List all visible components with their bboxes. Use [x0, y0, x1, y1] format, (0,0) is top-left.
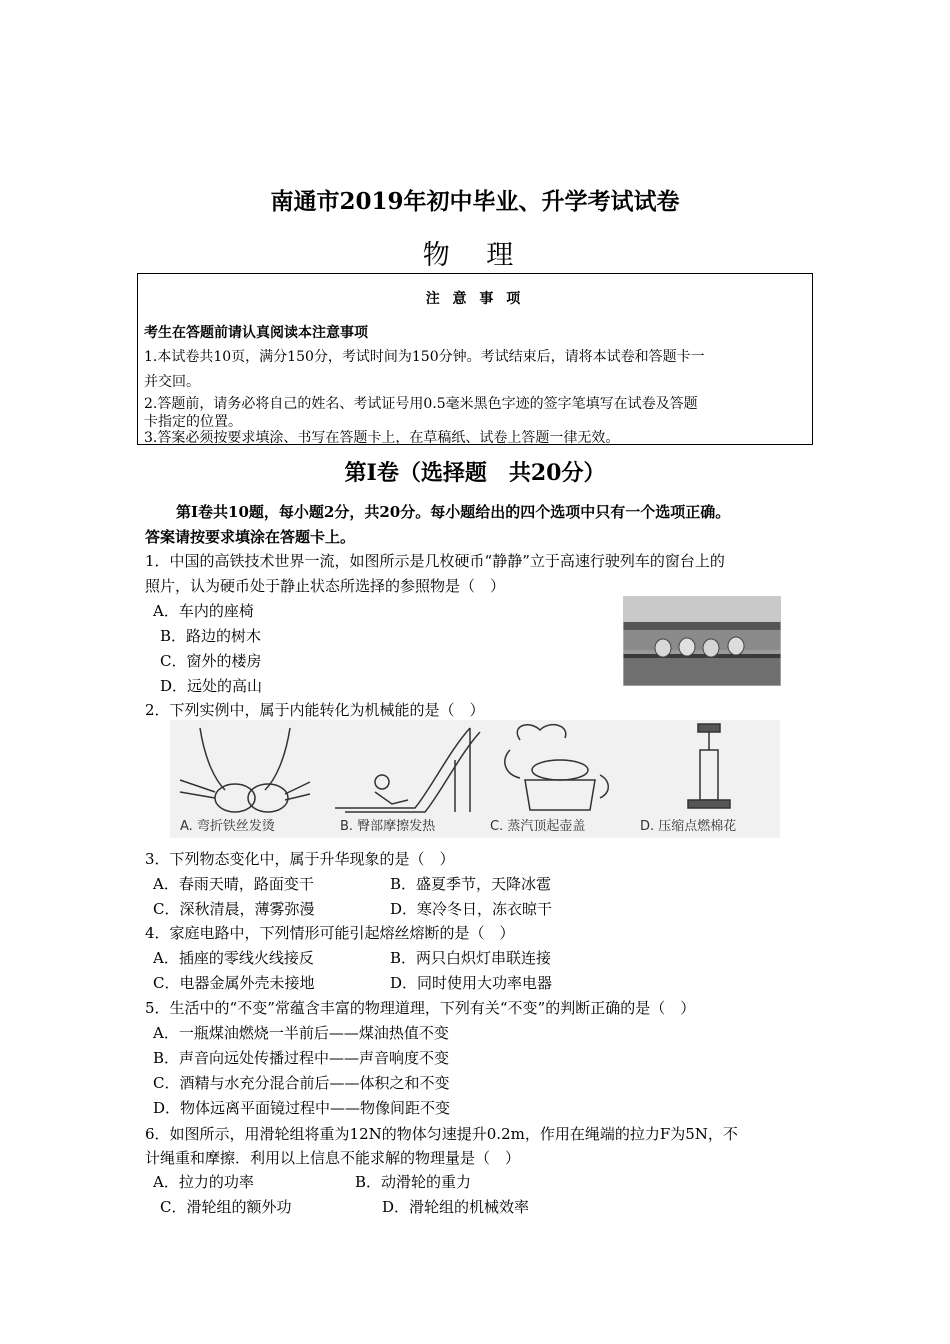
- q1-option-b: B．路边的树木: [160, 627, 262, 645]
- notice-intro: 考生在答题前请认真阅读本注意事项: [144, 325, 368, 341]
- q6-option-b: B．动滑轮的重力: [355, 1173, 472, 1191]
- q4-option-c: C．电器金属外壳未接地: [153, 974, 315, 992]
- q2-caption-b: B. 臀部摩擦发热: [340, 819, 436, 834]
- q1-stem: 1．中国的高铁技术世界一流，如图所示是几枚硬币“静静”立于高速行驶列车的窗台上的: [145, 552, 725, 570]
- notice-item: 1.本试卷共10页，满分150分，考试时间为150分钟。考试结束后，请将本试卷和答题卡一: [144, 349, 705, 365]
- q5-option-d: D．物体远离平面镜过程中——物像间距不变: [153, 1099, 451, 1117]
- q1-option-d: D．远处的高山: [160, 677, 263, 695]
- q4-option-d: D．同时使用大功率电器: [390, 974, 553, 992]
- q2-caption-d: D. 压缩点燃棉花: [640, 819, 737, 834]
- subject-title: 物 理: [422, 240, 528, 271]
- section-instruction: 答案请按要求填涂在答题卡上。: [145, 528, 356, 546]
- notice-heading: 注 意 事 项: [425, 291, 525, 307]
- section-title: 第Ⅰ卷（选择题 共20分）: [344, 460, 606, 486]
- q6-stem: 计绳重和摩擦．利用以上信息不能求解的物理量是（ ）: [145, 1149, 521, 1167]
- q2-caption-a: A. 弯折铁丝发烫: [180, 819, 275, 834]
- notice-item: 3.答案必须按要求填涂、书写在答题卡上，在草稿纸、试卷上答题一律无效。: [144, 430, 620, 446]
- coins-on-train-window-photo: [623, 596, 781, 686]
- q4-option-a: A．插座的零线火线接反: [153, 949, 314, 967]
- q4-option-b: B．两只白炽灯串联连接: [390, 949, 552, 967]
- q3-option-c: C．深秋清晨，薄雾弥漫: [153, 900, 315, 918]
- q6-option-c: C．滑轮组的额外功: [160, 1198, 292, 1216]
- q2-stem: 2．下列实例中，属于内能转化为机械能的是（ ）: [145, 701, 485, 719]
- q3-option-b: B．盛夏季节，天降冰雹: [390, 875, 552, 893]
- q2-caption-c: C. 蒸汽顶起壶盖: [490, 819, 586, 834]
- q1-stem: 照片，认为硬币处于静止状态所选择的参照物是（ ）: [145, 577, 506, 595]
- q5-option-b: B．声音向远处传播过程中——声音响度不变: [153, 1049, 450, 1067]
- q6-stem: 6．如图所示，用滑轮组将重为12N的物体匀速提升0.2m，作用在绳端的拉力F为5N，不: [145, 1125, 738, 1143]
- q3-option-d: D．寒冷冬日，冻衣晾干: [390, 900, 553, 918]
- q1-option-c: C．窗外的楼房: [160, 652, 262, 670]
- notice-item: 卡指定的位置。: [144, 414, 242, 430]
- q6-option-d: D．滑轮组的机械效率: [382, 1198, 530, 1216]
- q5-option-a: A．一瓶煤油燃烧一半前后——煤油热值不变: [153, 1024, 449, 1042]
- section-instruction: 第Ⅰ卷共10题，每小题2分，共20分。每小题给出的四个选项中只有一个选项正确。: [176, 503, 731, 521]
- q5-stem: 5．生活中的“不变”常蕴含丰富的物理道理，下列有关“不变”的判断正确的是（ ）: [145, 999, 696, 1017]
- q6-option-a: A．拉力的功率: [153, 1173, 254, 1191]
- q1-option-a: A．车内的座椅: [153, 602, 254, 620]
- q2-figure-strip: [170, 720, 780, 838]
- q3-stem: 3．下列物态变化中，属于升华现象的是（ ）: [145, 850, 455, 868]
- notice-box: [137, 273, 813, 445]
- q4-stem: 4．家庭电路中，下列情形可能引起熔丝熔断的是（ ）: [145, 924, 515, 942]
- notice-item: 2.答题前，请务必将自己的姓名、考试证号用0.5毫米黑色字迹的签字笔填写在试卷及答题: [144, 396, 698, 412]
- q5-option-c: C．酒精与水充分混合前后——体积之和不变: [153, 1074, 450, 1092]
- notice-item: 并交回。: [144, 374, 200, 390]
- q3-option-a: A．春雨天晴，路面变干: [153, 875, 314, 893]
- exam-title: 南通市2019年初中毕业、升学考试试卷: [270, 188, 680, 215]
